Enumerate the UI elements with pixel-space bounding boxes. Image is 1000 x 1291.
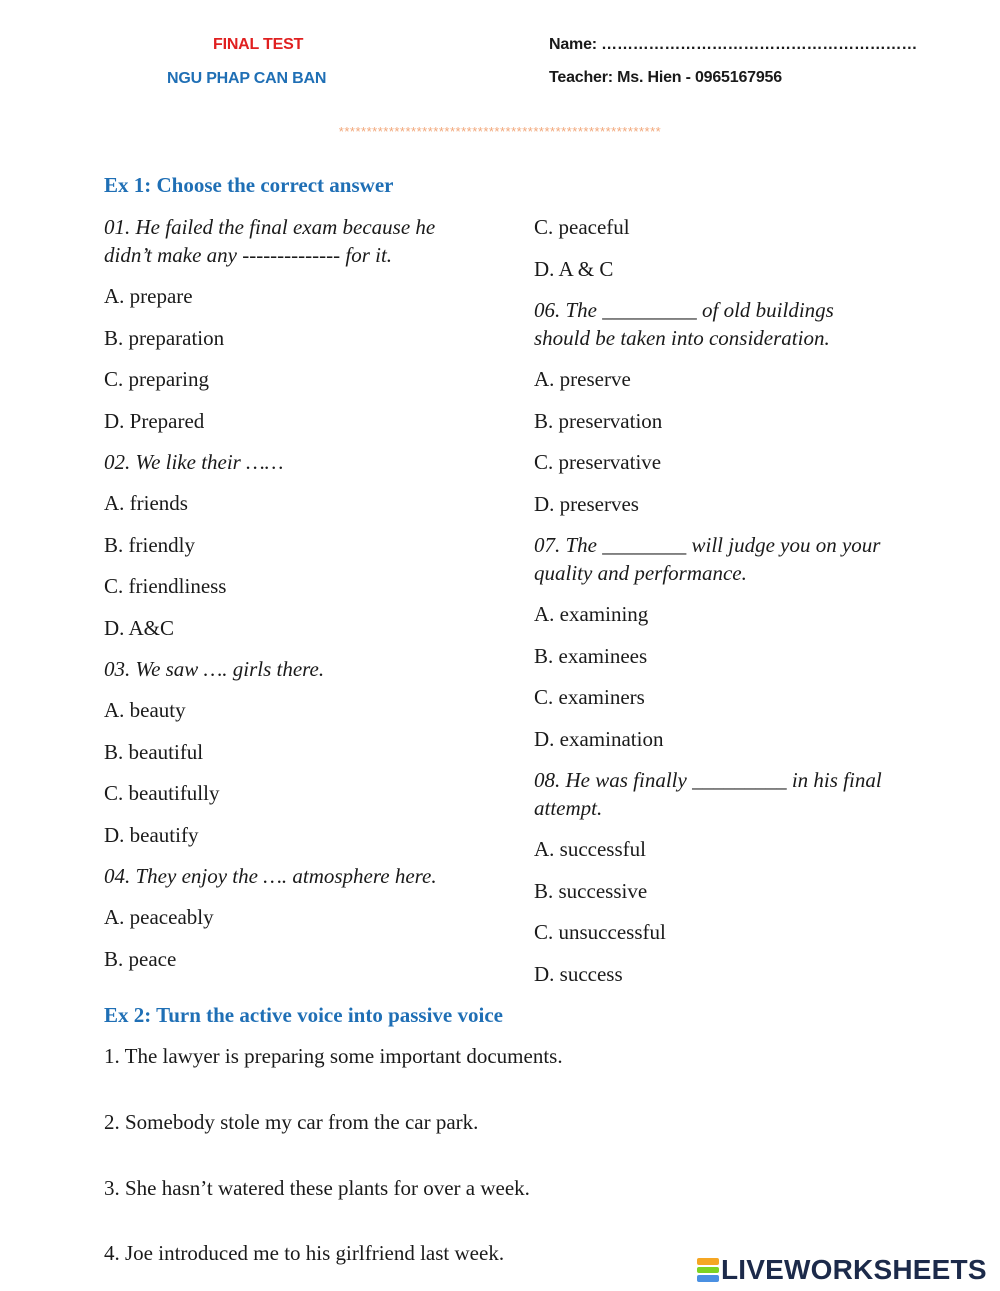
answer-option[interactable]: B. examinees xyxy=(534,643,648,668)
question-block xyxy=(104,862,484,973)
answer-option[interactable]: A. preserve xyxy=(534,367,631,391)
ex1-right-column xyxy=(534,213,884,1001)
ex1-title: Ex 1: Choose the correct answer xyxy=(104,173,394,197)
question-continuation xyxy=(534,213,884,283)
answer-option[interactable]: B. beautiful xyxy=(104,739,204,764)
logo-text: LIVEWORKSHEETS xyxy=(721,1254,987,1285)
answer-option[interactable]: D. examination xyxy=(534,726,664,751)
answer-option[interactable]: D. beautify xyxy=(104,822,199,847)
answer-option[interactable]: B. peace xyxy=(104,946,177,971)
answer-option[interactable]: C. peaceful xyxy=(534,215,630,239)
passive-sentence-1: 1. The lawyer is preparing some important documents. xyxy=(104,1044,563,1068)
answer-option[interactable]: C. beautifully xyxy=(104,781,220,805)
question-text: 07. The ________ will judge you on your quality and performance. xyxy=(534,533,881,585)
answer-option[interactable]: D. Prepared xyxy=(104,408,205,433)
question-text: 03. We saw …. girls there. xyxy=(104,657,325,681)
answer-option[interactable]: A. examining xyxy=(534,602,649,626)
answer-option[interactable]: B. friendly xyxy=(104,532,195,557)
answer-option[interactable]: D. A&C xyxy=(104,615,175,640)
test-title: FINAL TEST xyxy=(213,36,304,53)
answer-option[interactable]: C. examiners xyxy=(534,685,645,709)
answer-option[interactable]: D. success xyxy=(534,961,623,986)
liveworksheets-logo xyxy=(697,1254,987,1286)
answer-option[interactable]: A. beauty xyxy=(104,698,186,722)
passive-sentence-4: 4. Joe introduced me to his girlfriend last week. xyxy=(104,1241,505,1265)
ex2-title: Ex 2: Turn the active voice into passive voice xyxy=(104,1003,503,1027)
passive-sentence-2: 2. Somebody stole my car from the car park. xyxy=(104,1110,479,1134)
answer-option[interactable]: C. unsuccessful xyxy=(534,920,666,944)
answer-option[interactable]: B. preparation xyxy=(104,325,225,350)
passive-sentence-3: 3. She hasn’t watered these plants for over a week. xyxy=(104,1176,530,1200)
teacher-line: Teacher: Ms. Hien - 0965167956 xyxy=(549,69,782,86)
question-block xyxy=(534,766,884,988)
question-block xyxy=(104,448,484,642)
answer-option[interactable]: B. successive xyxy=(534,878,648,903)
answer-option[interactable]: A. prepare xyxy=(104,284,193,308)
question-block xyxy=(534,296,884,518)
answer-option[interactable]: D. A & C xyxy=(534,256,614,281)
answer-option[interactable]: C. friendliness xyxy=(104,574,227,598)
answer-option[interactable]: A. friends xyxy=(104,491,188,515)
question-text: 04. They enjoy the …. atmosphere here. xyxy=(104,864,437,888)
question-block xyxy=(104,213,484,435)
question-text: 01. He failed the final exam because he didn’t make any -------------- for it. xyxy=(104,215,436,267)
logo-mark-icon xyxy=(697,1257,719,1283)
answer-option[interactable]: C. preservative xyxy=(534,450,662,474)
star-divider: ********************************************************** xyxy=(338,124,662,139)
answer-option[interactable]: D. preserves xyxy=(534,491,639,516)
ex1-left-column xyxy=(104,213,484,986)
answer-option[interactable]: A. successful xyxy=(534,837,646,861)
question-text: 02. We like their …… xyxy=(104,450,284,474)
answer-option[interactable]: B. preservation xyxy=(534,408,663,433)
test-subtitle: NGU PHAP CAN BAN xyxy=(167,70,327,87)
question-block xyxy=(534,531,884,753)
question-text: 08. He was finally _________ in his final attempt. xyxy=(534,768,882,820)
question-block xyxy=(104,655,484,849)
name-line: Name: …………………………………………………… xyxy=(549,36,918,53)
answer-option[interactable]: A. peaceably xyxy=(104,905,214,929)
answer-option[interactable]: C. preparing xyxy=(104,367,209,391)
question-text: 06. The _________ of old buildings should be taken into consideration. xyxy=(534,298,834,350)
